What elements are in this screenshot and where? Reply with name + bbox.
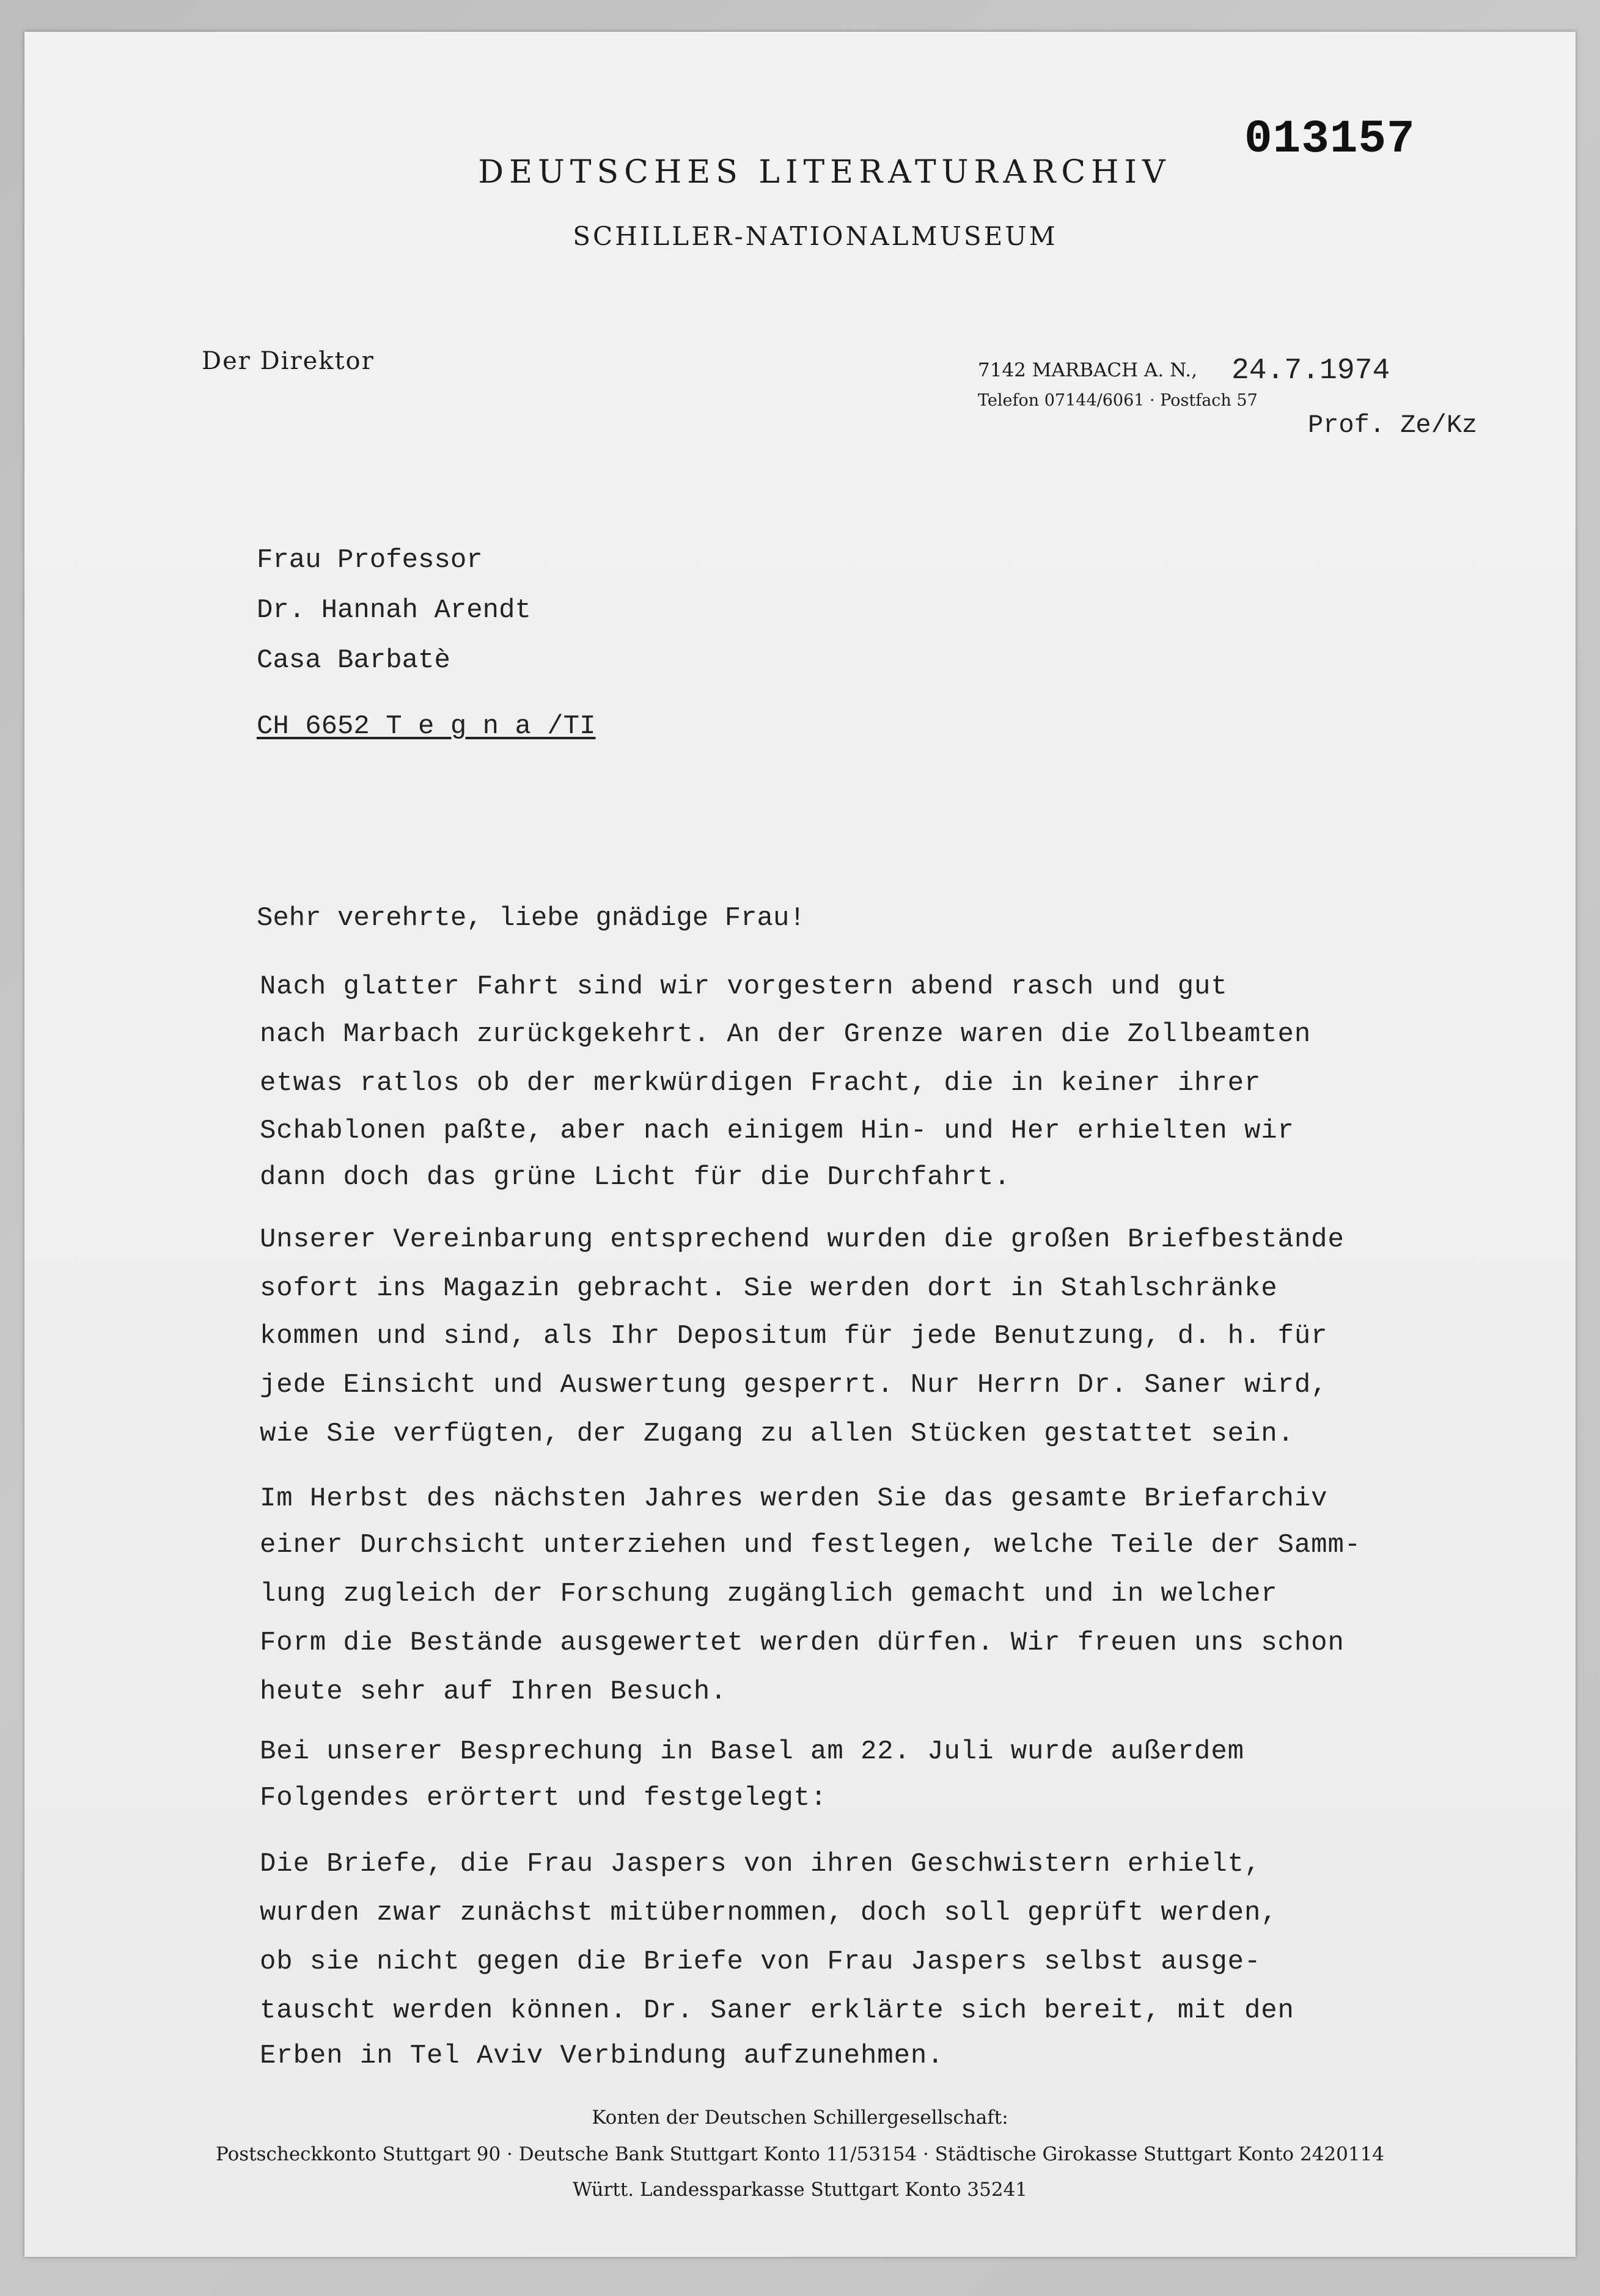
recipient-location: CH 6652 T e g n a /TI <box>257 711 596 742</box>
body-line: Die Briefe, die Frau Jaspers von ihren Geschwistern erhielt, <box>260 1849 1261 1879</box>
letterhead-museum: SCHILLER-NATIONALMUSEUM <box>573 221 1058 251</box>
body-line: Bei unserer Besprechung in Basel am 22. Juli wurde außerdem <box>260 1736 1244 1767</box>
salutation: Sehr verehrte, liebe gnädige Frau! <box>257 903 806 934</box>
place-line: 7142 MARBACH A. N., <box>978 359 1197 381</box>
body-line: ob sie nicht gegen die Briefe von Frau Jaspers selbst ausge- <box>260 1947 1261 1977</box>
body-line: Schablonen paßte, aber nach einigem Hin- und Her erhielten wir <box>260 1116 1294 1146</box>
footer-line: Konten der Deutschen Schillergesellschaft: <box>592 2107 1008 2129</box>
body-line: tauscht werden können. Dr. Saner erklärte sich bereit, mit den <box>260 1995 1294 2026</box>
body-line: Nach glatter Fahrt sind wir vorgestern abend rasch und gut <box>260 971 1228 1002</box>
body-line: sofort ins Magazin gebracht. Sie werden dort in Stahlschränke <box>260 1273 1278 1304</box>
recipient-line: Frau Professor <box>257 545 483 576</box>
body-line: Form die Bestände ausgewertet werden dürfen. Wir freuen uns schon <box>260 1628 1345 1658</box>
body-line: einer Durchsicht unterziehen und festlegen, welche Teile der Samm- <box>260 1530 1362 1560</box>
body-line: wie Sie verfügten, der Zugang zu allen Stücken gestattet sein. <box>260 1419 1294 1449</box>
body-line: jede Einsicht und Auswertung gesperrt. Nur Herrn Dr. Saner wird, <box>260 1370 1328 1400</box>
body-line: lung zugleich der Forschung zugänglich gemacht und in welcher <box>260 1579 1278 1609</box>
footer-line: Württ. Landessparkasse Stuttgart Konto 35241 <box>572 2179 1028 2201</box>
body-line: Folgendes erörtert und festgelegt: <box>260 1783 828 1813</box>
archive-number-stamp: 013157 <box>1244 113 1415 166</box>
body-line: Im Herbst des nächsten Jahres werden Sie das gesamte Briefarchiv <box>260 1483 1328 1514</box>
body-line: heute sehr auf Ihren Besuch. <box>260 1676 727 1707</box>
body-line: nach Marbach zurückgekehrt. An der Grenze waren die Zollbeamten <box>260 1019 1312 1050</box>
body-line: wurden zwar zunächst mitübernommen, doch soll geprüft werden, <box>260 1898 1278 1928</box>
recipient-line: Casa Barbatè <box>257 645 450 676</box>
body-line: etwas ratlos ob der merkwürdigen Fracht, die in keiner ihrer <box>260 1068 1261 1099</box>
letterhead-organization: DEUTSCHES LITERATURARCHIV <box>478 154 1171 191</box>
contact-line: Telefon 07144/6061 · Postfach 57 <box>978 391 1258 410</box>
body-line: dann doch das grüne Licht für die Durchfahrt. <box>260 1162 1011 1193</box>
body-line: Unserer Vereinbarung entsprechend wurden die großen Briefbestände <box>260 1224 1345 1255</box>
body-line: kommen und sind, als Ihr Depositum für jede Benutzung, d. h. für <box>260 1321 1328 1351</box>
recipient-line: Dr. Hannah Arendt <box>257 595 531 626</box>
reference-mark: Prof. Ze/Kz <box>1308 411 1478 440</box>
sender-title: Der Direktor <box>202 347 375 375</box>
footer-line: Postscheckkonto Stuttgart 90 · Deutsche Bank Stuttgart Konto 11/53154 · Städtische Girokasse Stuttgart Konto 2420114 <box>215 2143 1385 2165</box>
body-line: Erben in Tel Aviv Verbindung aufzunehmen. <box>260 2041 944 2071</box>
letter-date: 24.7.1974 <box>1231 354 1390 387</box>
